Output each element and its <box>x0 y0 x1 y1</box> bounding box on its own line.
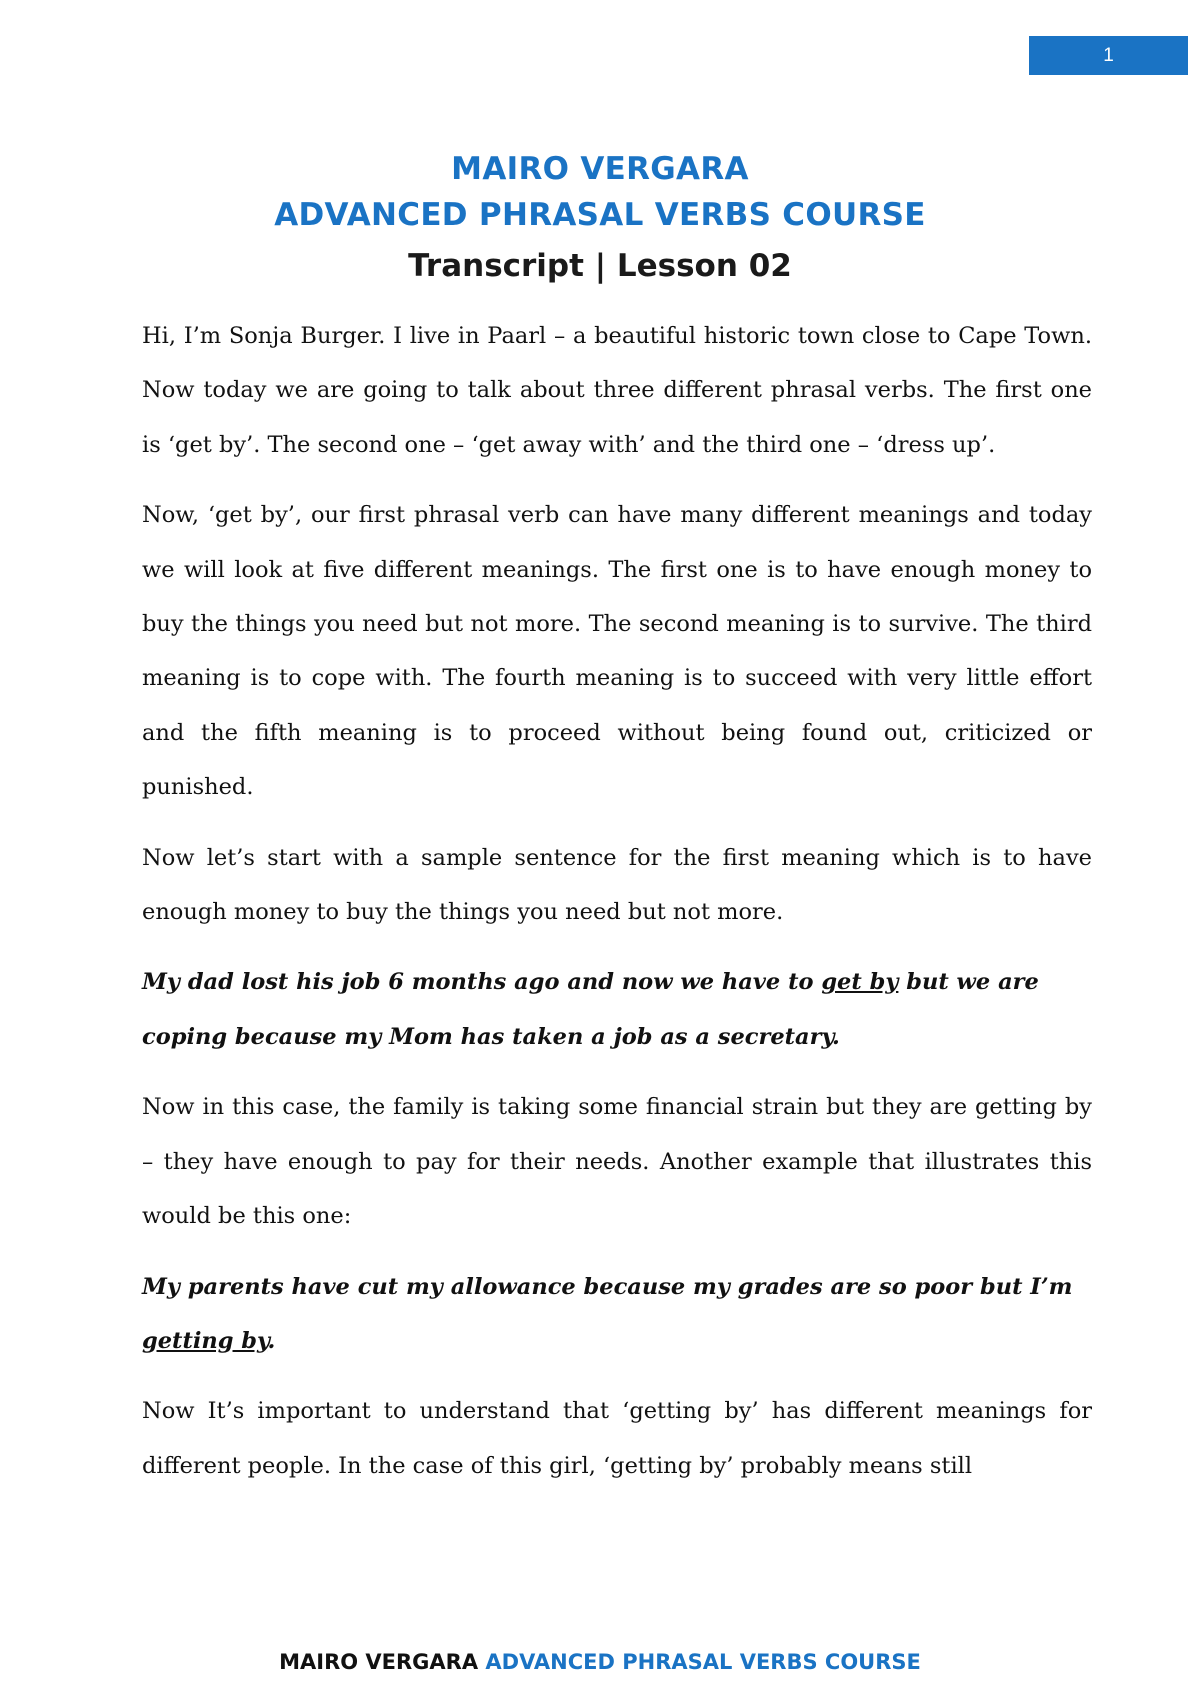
example-1-before: My dad lost his job 6 months ago and now we have to <box>142 969 822 996</box>
example-2-before: My parents have cut my allowance because my grades are so poor but I’m <box>142 1273 1073 1300</box>
paragraph-intro: Hi, I’m Sonja Burger. I live in Paarl – a beautiful historic town close to Cape Town. Now today we are going to talk about three different phrasal verbs. The first one is ‘get by’. The second one – ‘get away with’ and the third one – ‘dress up’. <box>142 323 1092 458</box>
header-author: MAIRO VERGARA <box>451 151 749 187</box>
footer-course-title: ADVANCED PHRASAL VERBS COURSE <box>485 1650 921 1674</box>
transcript-body <box>142 309 1092 1509</box>
example-1-phrase: get by <box>821 969 899 996</box>
header-lesson-title: Transcript | Lesson 02 <box>408 248 792 284</box>
paragraph-different-meanings: Now It’s important to understand that ‘getting by’ has different meanings for different people. In the case of this girl, ‘getting by’ probably means still <box>142 1398 1092 1479</box>
example-2-after: . <box>267 1327 276 1354</box>
document-footer <box>0 1648 1200 1676</box>
example-sentence-1 <box>142 955 1092 1064</box>
footer-author: MAIRO VERGARA <box>279 1650 479 1674</box>
page-number-badge: 1 <box>1029 36 1188 75</box>
example-sentence-2 <box>142 1260 1092 1369</box>
paragraph-first-meaning: Now let’s start with a sample sentence for the first meaning which is to have enough money to buy the things you need but not more. <box>142 844 1092 926</box>
paragraph-meanings: Now, ‘get by’, our first phrasal verb can have many different meanings and today we will look at five different meanings. The first one is to have enough money to buy the things you need but not more. The second meaning is to survive. The third meaning is to cope with. The fourth meaning is to succeed with very little effort and the fifth meaning is to proceed without being found out, criticized or punished. <box>142 502 1092 801</box>
example-2-phrase: getting by <box>142 1327 268 1354</box>
document-header <box>0 146 1200 288</box>
example-1-after: but we are coping because my Mom has taken a job as a secretary. <box>142 969 1039 1050</box>
paragraph-explanation: Now in this case, the family is taking some financial strain but they are getting by – they have enough to pay for their needs. Another example that illustrates this would be this one: <box>142 1094 1092 1230</box>
header-course-title: ADVANCED PHRASAL VERBS COURSE <box>274 197 926 233</box>
